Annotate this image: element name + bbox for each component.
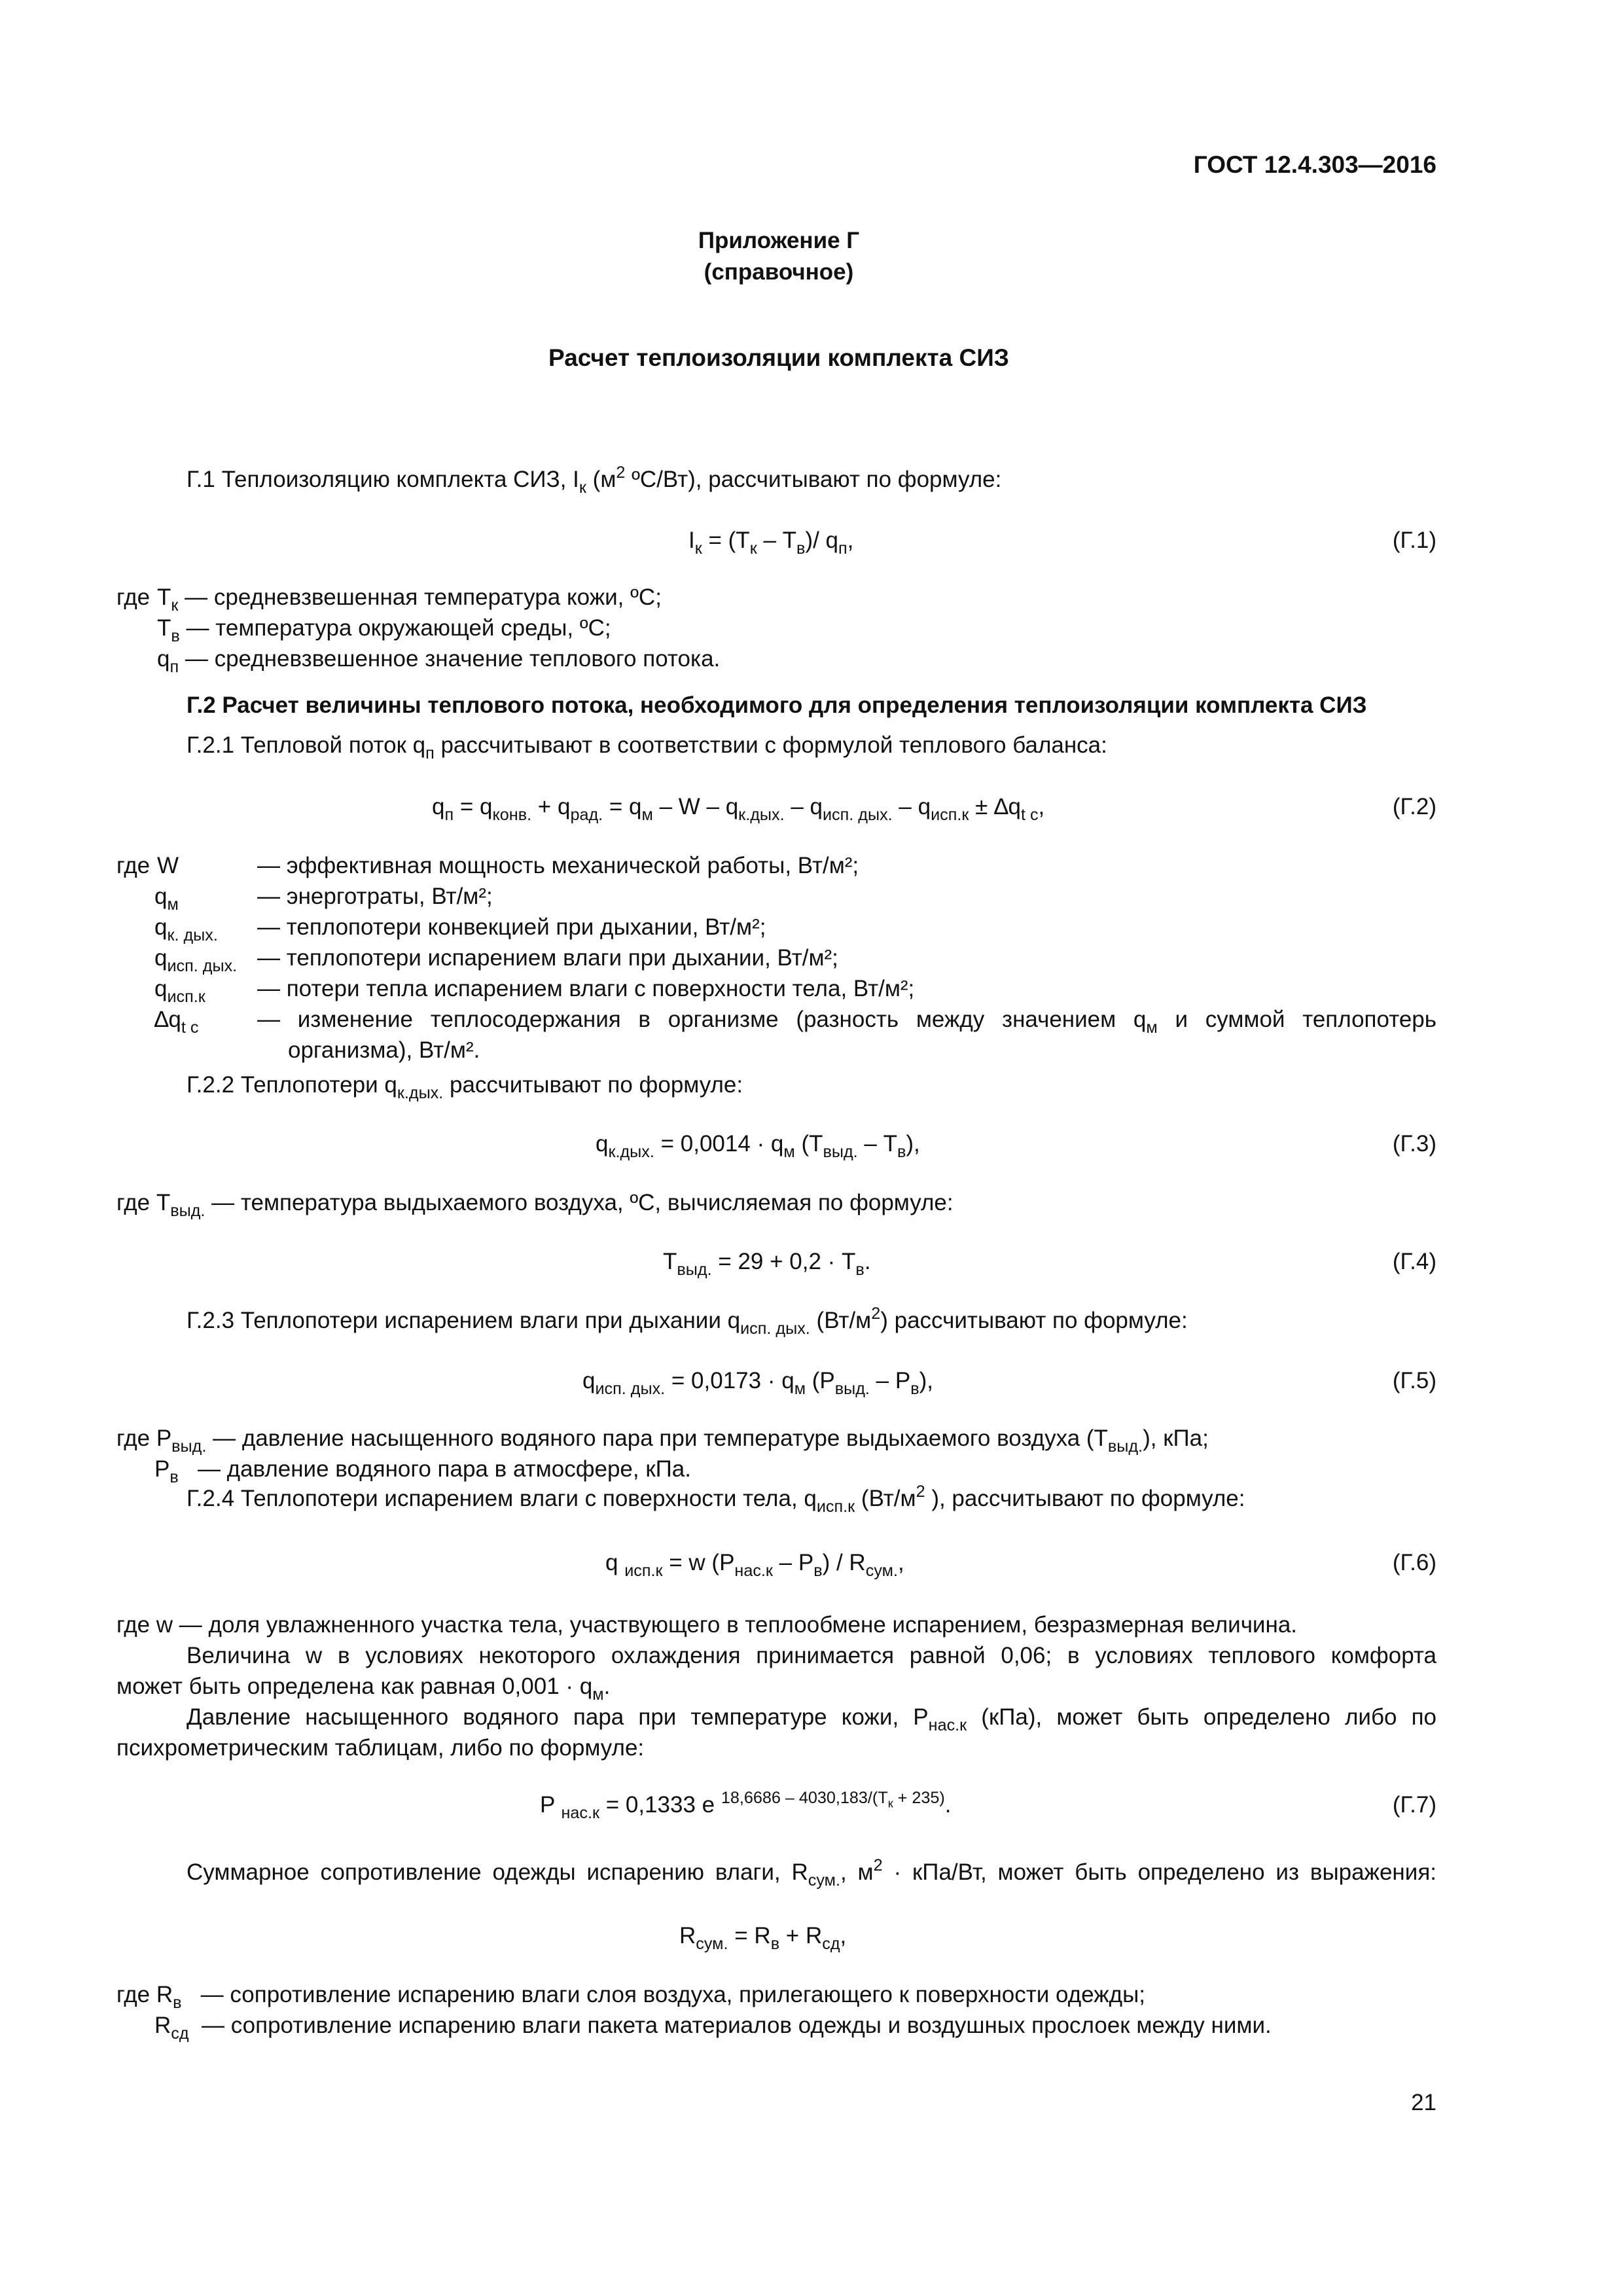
list-item-description: — теплопотери конвекцией при дыхании, Вт/м²; xyxy=(257,914,766,940)
where-w: где w — доля увлажненного участка тела, участвующего в теплообмене испарением, безразмерная величина. xyxy=(116,1612,1298,1638)
standard-number: ГОСТ 12.4.303—2016 xyxy=(1193,151,1436,178)
equation-number-g6: (Г.6) xyxy=(1392,1550,1436,1575)
appendix-note: (справочное) xyxy=(704,259,854,285)
paragraph-g24: Г.2.4 Теплопотери испарением влаги с поверхности тела, $q_{исп.к}$ ($Вт/м^2$ ), рассчитывают по формуле: xyxy=(187,1482,1245,1516)
formula-g3: $q_{к.дых.} = 0,0014 \cdot q_м$ $(T_{выд.} - T_в)$, xyxy=(596,1131,920,1161)
section-title: Расчет теплоизоляции комплекта СИЗ xyxy=(548,344,1009,371)
appendix-title: Приложение Г xyxy=(698,228,860,253)
where-p-exhaled: где $P_{выд.}$ — давление насыщенного водяного пара при температуре выдыхаемого воздуха $(T_{выд.})$, кПа; xyxy=(116,1426,1209,1456)
equation-number-g3: (Г.3) xyxy=(1392,1131,1436,1157)
list-item-symbol: $q_м$ xyxy=(154,884,179,914)
where-p-air: $P_в$ — давление водяного пара в атмосфере, кПа. xyxy=(154,1456,691,1486)
page-number: 21 xyxy=(1411,2090,1436,2115)
paragraph-g23: Г.2.3 Теплопотери испарением влаги при дыхании $q_{исп. дых.}$ $(Вт/м^2)$ рассчитывают по формуле: xyxy=(187,1304,1188,1338)
paragraph-saturated-pressure: Давление насыщенного водяного пара при температуре кожи, $P_{нас.к}$ (кПа), может быть определено либо по xyxy=(187,1704,1436,1734)
list-item-symbol: $q_{исп.к}$ xyxy=(154,976,205,1006)
formula-g5: $q_{исп. дых.} = 0,0173 \cdot q_м$ $(P_{выд.} - P_в)$, xyxy=(582,1368,933,1398)
list-item-symbol: W xyxy=(157,853,179,878)
paragraph-g21: Г.2.1 Тепловой поток $q_п$ рассчитывают в соответствии с формулой теплового баланса: xyxy=(187,732,1107,762)
equation-number-g2: (Г.2) xyxy=(1392,794,1436,819)
where-t-exhaled: где $T_{выд.}$ — температура выдыхаемого воздуха, ºС, вычисляемая по формуле: xyxy=(116,1190,954,1220)
paragraph-g1: Г.1 Теплоизоляцию комплекта СИЗ, $I_к$ ($м^2$ ºС/Вт), рассчитывают по формуле: xyxy=(187,463,1002,497)
formula-g7: P $_{нас.к}$ = 0,1333 е $^{18,6686 - 4030,183/(T_к + 235)}$. xyxy=(540,1789,952,1822)
formula-g1: $I_к = (T_к - T_в)/$ $q_п$, xyxy=(688,528,854,558)
formula-g2: $q_п = q_{конв.} + q_{рад.} = q_м - W - q_{к.дых.} - q_{исп. дых.} - q_{исп.к} \pm \Delta q_{t c}$, xyxy=(432,794,1045,824)
formula-total-resistance: $R_{сум.} = R_в + R_{сд}$, xyxy=(679,1923,847,1953)
where-r-clothing: $R_{сд}$ — сопротивление испарению влаги пакета материалов одежды и воздушных прослоек между ними. xyxy=(154,2013,1272,2043)
list-item: $T_к$ — средневзвешенная температура кожи, ºС; xyxy=(157,584,662,615)
heading-g2: Г.2 Расчет величины теплового потока, необходимого для определения теплоизоляции комплекта СИЗ xyxy=(187,692,1367,718)
list-item: $T_в$ — температура окружающей среды, ºС; xyxy=(157,615,611,645)
list-item-description-continued: организма), Вт/м². xyxy=(288,1037,480,1063)
paragraph-w-value-continued: может быть определена как равная $0,001 \cdot q_м$. xyxy=(116,1674,611,1704)
paragraph-saturated-pressure-continued: психрометрическим таблицам, либо по формуле: xyxy=(116,1735,645,1761)
formula-g6: q $_{исп.к}$ = w $(P_{нас.к} - P_в) / R_{сум.}$, xyxy=(605,1550,904,1580)
list-item-description: — потери тепла испарением влаги с поверхности тела, Вт/м²; xyxy=(257,976,915,1001)
list-item-description: — изменение теплосодержания в организме (разность между значением $q_м$ и суммой теплопотерь xyxy=(257,1007,1436,1037)
list-item: $q_п$ — средневзвешенное значение теплового потока. xyxy=(157,646,721,676)
list-item-symbol: $\Delta q_{t c}$ xyxy=(154,1007,199,1037)
list-item-symbol: $q_{к. дых.}$ xyxy=(154,914,218,944)
paragraph-w-value: Величина w в условиях некоторого охлаждения принимается равной 0,06; в условиях теплового комфорта xyxy=(187,1643,1436,1668)
list-item-description: — теплопотери испарением влаги при дыхании, Вт/м²; xyxy=(257,945,838,971)
where-label: где xyxy=(116,584,151,610)
equation-number-g7: (Г.7) xyxy=(1392,1792,1436,1818)
list-item-description: — энерготраты, Вт/м²; xyxy=(257,884,493,909)
list-item-description: — эффективная мощность механической работы, Вт/м²; xyxy=(257,853,859,878)
list-item-symbol: $q_{исп. дых.}$ xyxy=(154,945,238,975)
paragraph-g22: Г.2.2 Теплопотери $q_{к.дых.}$ рассчитывают по формуле: xyxy=(187,1072,743,1102)
equation-number-g1: (Г.1) xyxy=(1392,528,1436,553)
formula-g4: $T_{выд.} = 29 + 0,2 \cdot T_в$. xyxy=(663,1249,871,1279)
equation-number-g4: (Г.4) xyxy=(1392,1249,1436,1274)
paragraph-total-resistance: Суммарное сопротивление одежды испарению влаги, $R_{сум.}$, $м^2 \cdot кПа/Вт$, может быть определено из выражения: xyxy=(187,1856,1436,1890)
where-r-air: где $R_в$ — сопротивление испарению влаги слоя воздуха, прилегающего к поверхности одежды; xyxy=(116,1982,1145,2012)
where-label: где xyxy=(116,853,151,878)
equation-number-g5: (Г.5) xyxy=(1392,1368,1436,1393)
